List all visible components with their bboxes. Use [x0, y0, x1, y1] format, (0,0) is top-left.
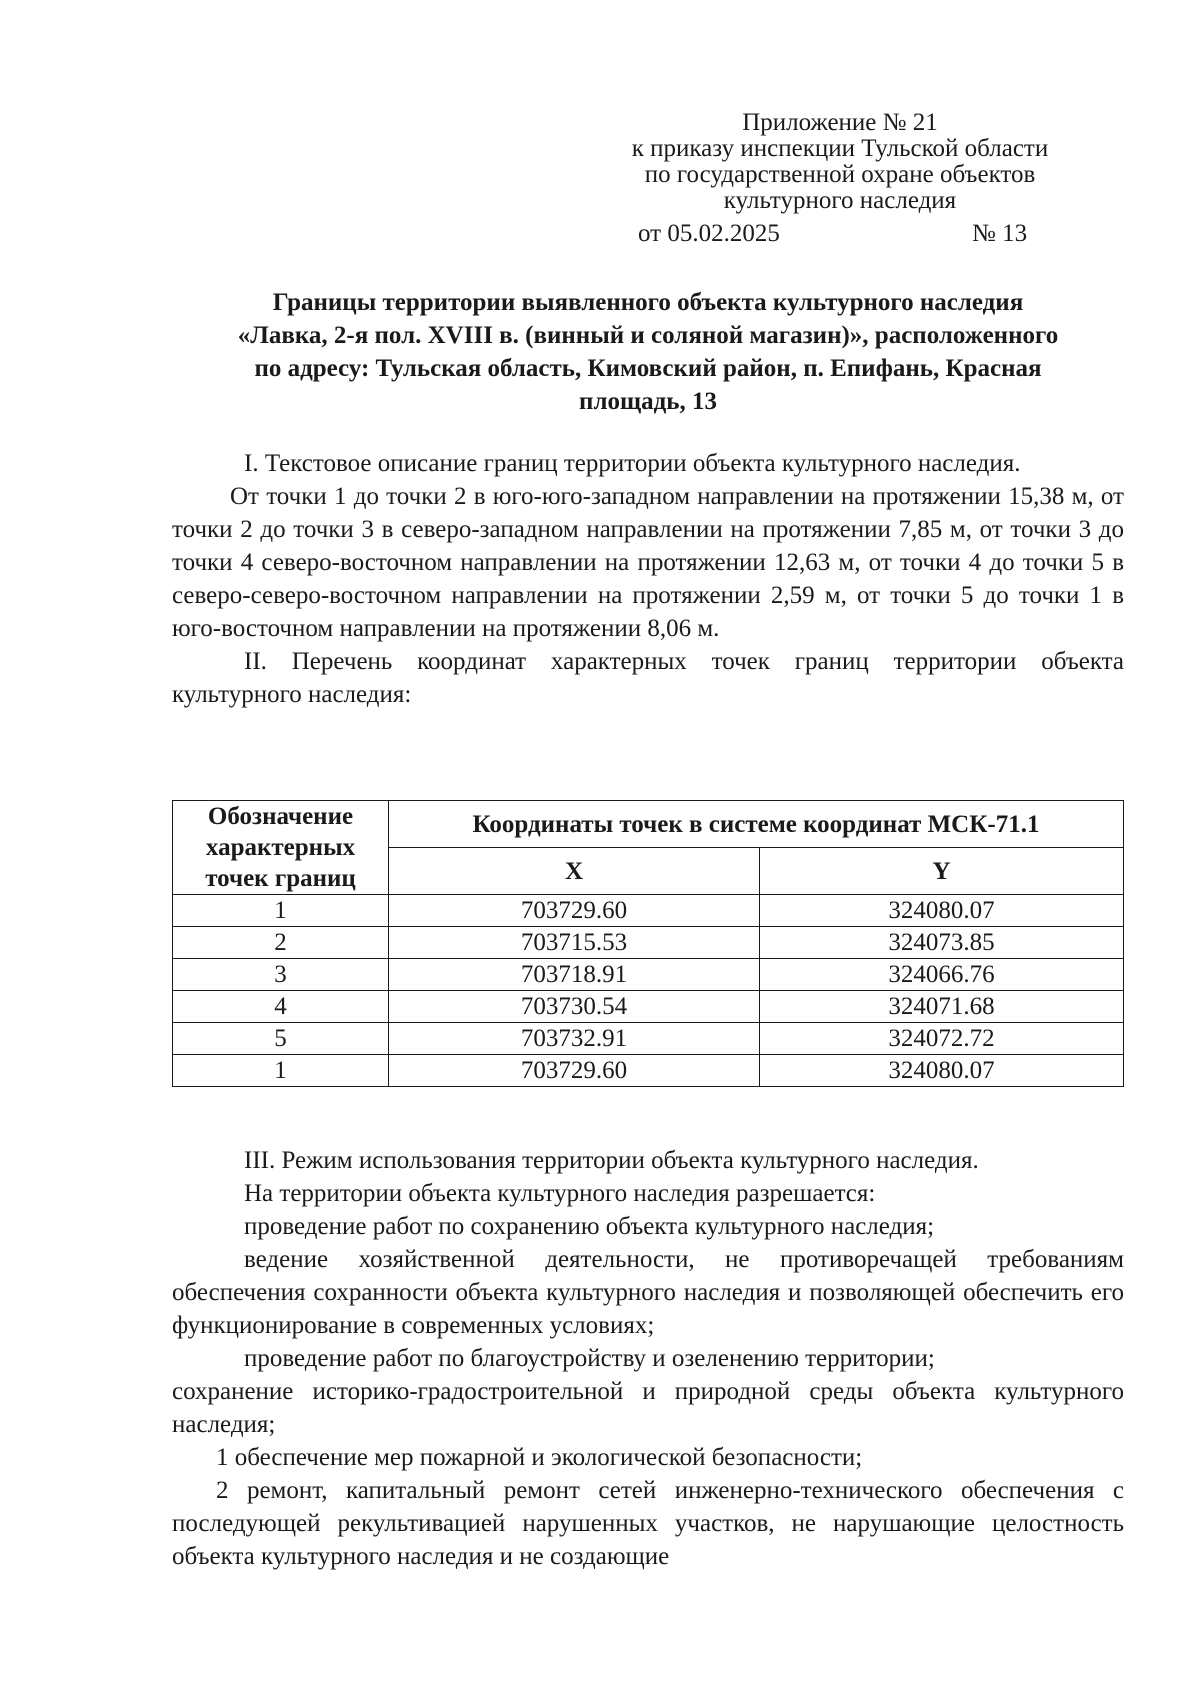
table-row: [173, 895, 1124, 927]
order-number: № 13: [972, 220, 1028, 247]
allowed-item: ведение хозяйственной деятельности, не противоречащей требованиям обеспечения сохранности объекта культурного наследия и позволяющей обеспечить его функционирование в современных условиях;: [172, 1246, 1124, 1339]
point-y: 324073.85: [760, 927, 1124, 959]
point-y: 324066.76: [760, 959, 1124, 991]
section1-body: От точки 1 до точки 2 в юго-юго-западном направлении на протяжении 15,38 м, от точки 2 до точки 3 в северо-западном направлении на протяжении 7,85 м, от точки 3 до точки 4 северо-восточном направлении на протяжении 12,63 м, от точки 4 до точки 5 в северо-северо-восточном направлении на протяжении 2,59 м, от точки 5 до точки 1 в юго-восточном направлении на протяжении 8,06 м.: [172, 483, 1124, 642]
document-title: [172, 286, 1124, 418]
appendix-line: к приказу инспекции Тульской области: [631, 135, 1049, 162]
point-y: 324080.07: [760, 895, 1124, 927]
section2-heading: II. Перечень координат характерных точек границ территории объекта культурного наследия:: [172, 648, 1124, 708]
title-line: «Лавка, 2-я пол. XVIII в. (винный и соляной магазин)», расположенного: [237, 322, 1059, 349]
section3: [172, 1144, 1124, 1573]
section1: [172, 447, 1124, 711]
appendix-line: Приложение № 21: [742, 109, 938, 136]
point-id: 5: [173, 1023, 389, 1055]
appendix-line: по государственной охране объектов: [644, 161, 1036, 188]
col-designation-header: Обозначение характерных точек границ: [173, 801, 389, 895]
point-x: 703715.53: [389, 927, 760, 959]
point-x: 703729.60: [389, 895, 760, 927]
col-y-header: Y: [760, 848, 1124, 895]
point-x: 703729.60: [389, 1055, 760, 1087]
title-line: по адресу: Тульская область, Кимовский район, п. Епифань, Красная: [254, 355, 1042, 382]
appendix-line: культурного наследия: [723, 187, 957, 214]
title-line: Границы территории выявленного объекта культурного наследия: [272, 289, 1024, 316]
allowed-item: проведение работ по сохранению объекта культурного наследия;: [244, 1213, 935, 1240]
table-row: [173, 927, 1124, 959]
point-y: 324080.07: [760, 1055, 1124, 1087]
table-row: [173, 959, 1124, 991]
appendix-header: [590, 110, 1090, 214]
allowed-item: 1 обеспечение мер пожарной и экологической безопасности;: [216, 1444, 863, 1471]
point-y: 324072.72: [760, 1023, 1124, 1055]
point-x: 703718.91: [389, 959, 760, 991]
table-row: [173, 1023, 1124, 1055]
title-line: площадь, 13: [579, 388, 717, 415]
point-x: 703730.54: [389, 991, 760, 1023]
point-id: 2: [173, 927, 389, 959]
allowed-intro: На территории объекта культурного наследия разрешается:: [244, 1180, 876, 1207]
point-id: 1: [173, 895, 389, 927]
order-date: от 05.02.2025: [638, 220, 780, 247]
col-x-header: X: [389, 848, 760, 895]
point-y: 324071.68: [760, 991, 1124, 1023]
table-row: [173, 1055, 1124, 1087]
allowed-item: проведение работ по благоустройству и озеленению территории;: [244, 1345, 935, 1372]
col-coords-header: Координаты точек в системе координат МСК-71.1: [389, 801, 1124, 848]
section1-heading: I. Текстовое описание границ территории объекта культурного наследия.: [244, 450, 1021, 477]
allowed-item: 2 ремонт, капитальный ремонт сетей инженерно-технического обеспечения с последующей рекультивацией нарушенных участков, не нарушающие целостность объекта культурного наследия и не создающие: [172, 1477, 1124, 1570]
coordinates-table: [172, 800, 1124, 1087]
section3-heading: III. Режим использования территории объекта культурного наследия.: [244, 1147, 979, 1174]
table-row: [173, 991, 1124, 1023]
point-id: 3: [173, 959, 389, 991]
allowed-item: сохранение историко-градостроительной и природной среды объекта культурного наследия;: [172, 1378, 1124, 1438]
point-x: 703732.91: [389, 1023, 760, 1055]
point-id: 4: [173, 991, 389, 1023]
point-id: 1: [173, 1055, 389, 1087]
